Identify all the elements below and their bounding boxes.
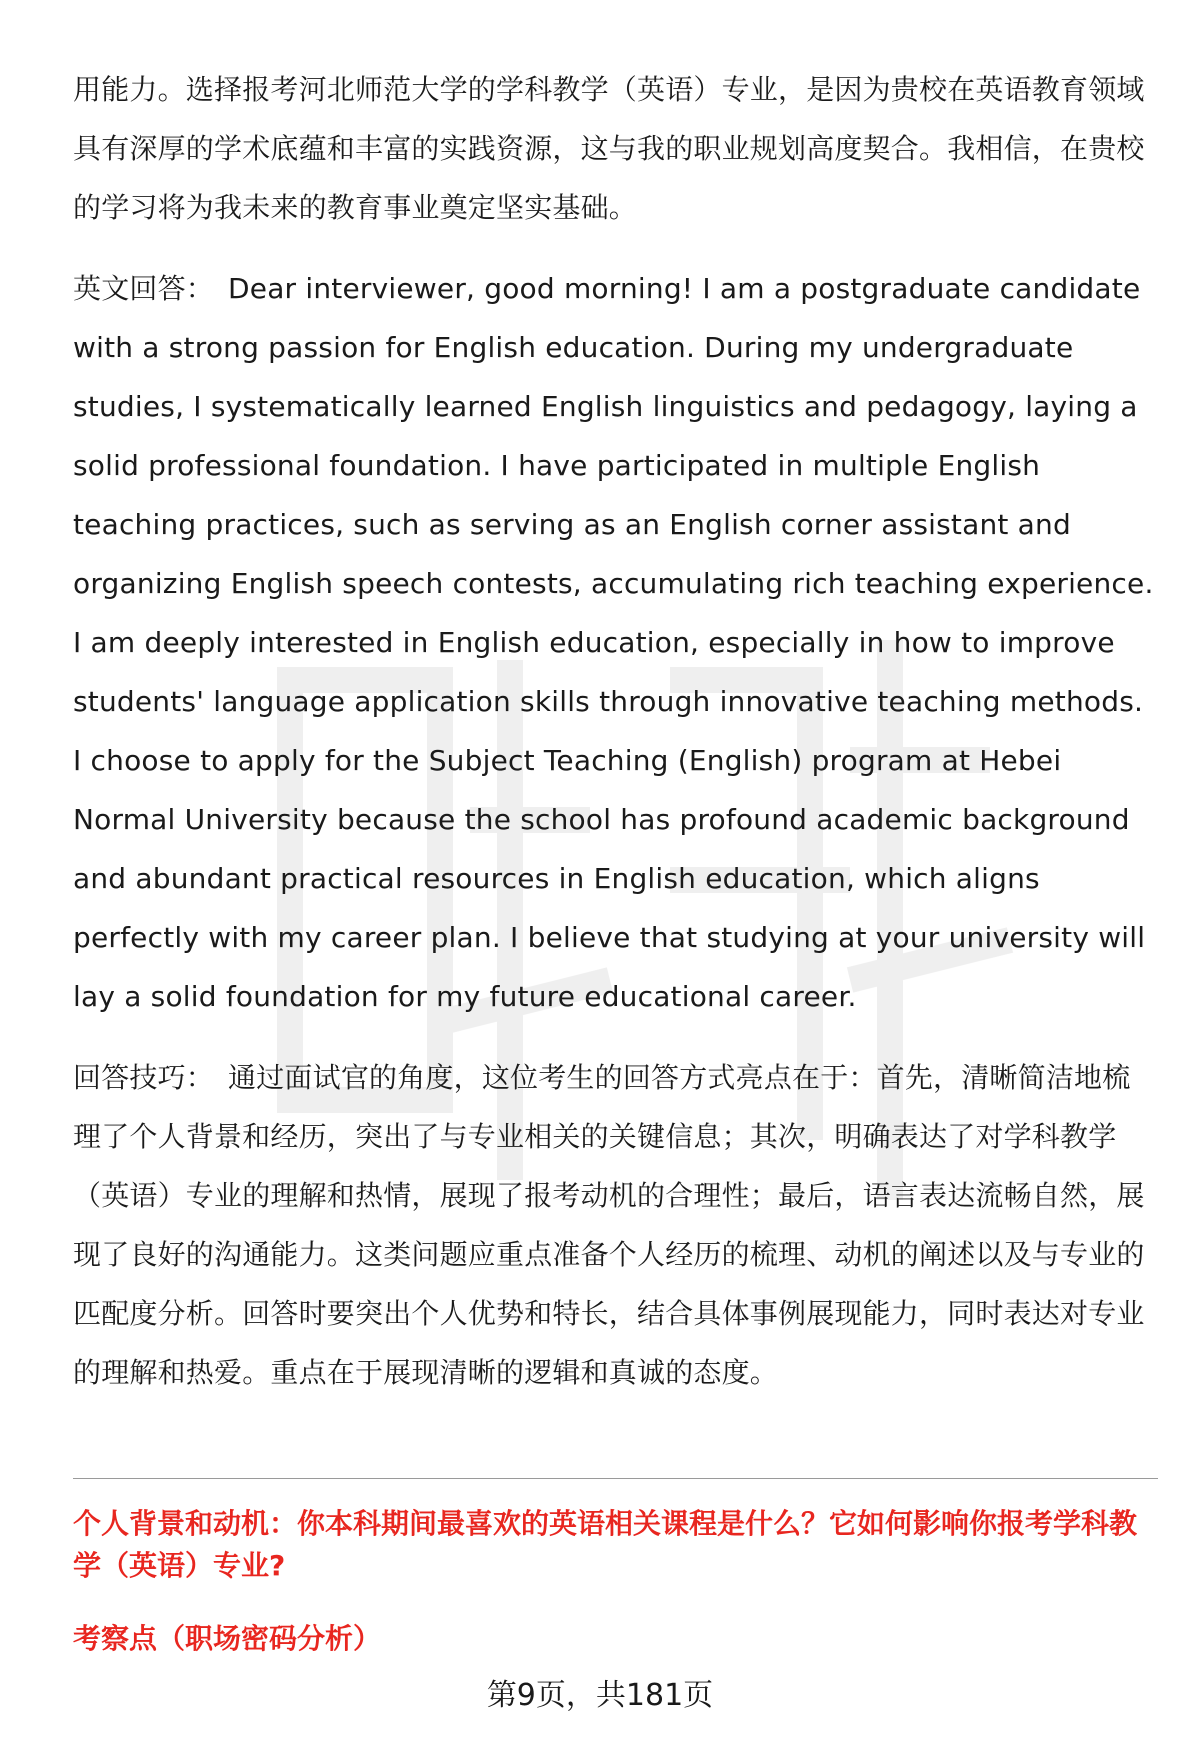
continuation-text: 用能力。选择报考河北师范大学的学科教学（英语）专业，是因为贵校在英语教育领域具有深厚的学术底蕴和丰富的实践资源，这与我的职业规划高度契合。我相信，在贵校的学习将为我未来的教育事业奠定坚实基础。 — [73, 73, 1145, 224]
answer-tips-text: 通过面试官的角度，这位考生的回答方式亮点在于：首先，清晰简洁地梳理了个人背景和经历，突出了与专业相关的关键信息；其次，明确表达了对学科教学（英语）专业的理解和热情，展现了报考动机的合理性；最后，语言表达流畅自然，展现了良好的沟通能力。这类问题应重点准备个人经历的梳理、动机的阐述以及与专业的匹配度分析。回答时要突出个人优势和特长，结合具体事例展现能力，同时表达对专业的理解和热爱。重点在于展现清晰的逻辑和真诚的态度。 — [73, 1061, 1145, 1389]
english-answer-label: 英文回答： — [73, 272, 215, 305]
answer-tips-label: 回答技巧： — [73, 1061, 215, 1094]
page-content — [73, 60, 1158, 1402]
english-answer-paragraph — [73, 259, 1158, 1026]
question-heading: 个人背景和动机：你本科期间最喜欢的英语相关课程是什么？它如何影响你报考学科教学（英语）专业? — [73, 1507, 1138, 1582]
section-heading: 考察点（职场密码分析） — [73, 1622, 382, 1655]
page-number-footer: 第9页，共181页 — [486, 1678, 714, 1713]
english-answer-text: Dear interviewer, good morning! I am a postgraduate candidate with a strong passion for English education. During my undergraduate studies, I systematically learned English linguistics and pedagogy, laying a solid professional foundation. I have participated in multiple English teaching practices, such as serving as an English corner assistant and organizing English speech contests, accumulating rich teaching experience. I am deeply interested in English education, especially in how to improve students' language application skills through innovative teaching methods. I choose to apply for the Subject Teaching (English) program at Hebei Normal University because the school has profound academic background and abundant practical resources in English education, which aligns perfectly with my career plan. I believe that studying at your university will lay a solid foundation for my future educational career. — [73, 272, 1154, 1013]
answer-tips-paragraph — [73, 1048, 1158, 1402]
continuation-paragraph — [73, 60, 1158, 237]
section-divider — [73, 1478, 1158, 1479]
